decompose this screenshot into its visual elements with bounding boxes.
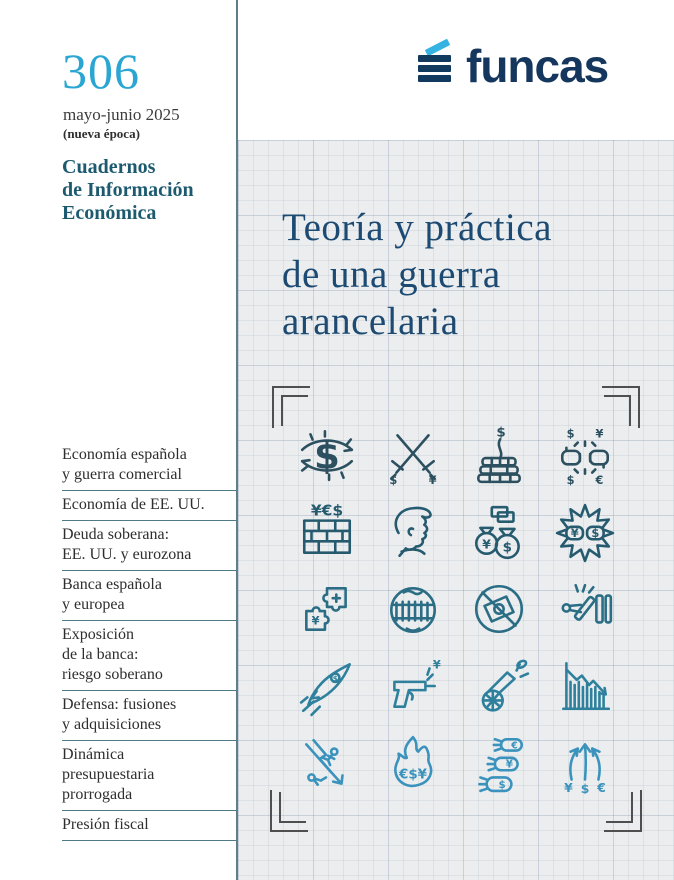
issue-number: 306 xyxy=(62,43,140,99)
money-bags-icon xyxy=(456,493,542,570)
cover-title-line: Teoría y práctica xyxy=(282,206,552,249)
svg-text:€: € xyxy=(597,780,606,795)
svg-text:$: $ xyxy=(496,424,506,440)
dynamite-money-icon xyxy=(456,416,542,493)
svg-text:$: $ xyxy=(566,426,575,441)
trump-profile-icon xyxy=(370,493,456,570)
money-ban-icon xyxy=(456,570,542,647)
cover-title xyxy=(282,204,552,345)
svg-text:¥: ¥ xyxy=(428,472,437,486)
fists-currency-icon xyxy=(542,416,628,493)
svg-text:$: $ xyxy=(498,779,506,792)
falling-chart-icon xyxy=(542,648,628,725)
svg-text:€: € xyxy=(511,740,518,752)
svg-text:$: $ xyxy=(566,472,575,486)
funcas-logo xyxy=(418,40,608,94)
svg-text:€$¥: €$¥ xyxy=(398,767,428,783)
crash-slide-icon xyxy=(284,725,370,802)
globe-fence-icon xyxy=(370,570,456,647)
topic-item: Dinámica presupuestaria prorrogada xyxy=(62,741,236,811)
cover-art-area xyxy=(238,140,674,880)
vertical-divider xyxy=(236,0,238,880)
svg-text:¥: ¥ xyxy=(570,525,579,540)
svg-text:$: $ xyxy=(314,433,340,478)
issue-date: mayo-junio 2025 xyxy=(63,105,180,124)
cover-title-line: arancelaria xyxy=(282,300,459,343)
dollar-barbed-wire-icon xyxy=(284,416,370,493)
topic-item: Economía de EE. UU. xyxy=(62,491,236,521)
rocket-icon xyxy=(284,648,370,725)
topics-list xyxy=(62,441,236,841)
currency-gun-icon xyxy=(370,648,456,725)
funcas-logo-icon xyxy=(418,42,454,94)
currency-wall-icon xyxy=(284,493,370,570)
burning-money-icon xyxy=(370,725,456,802)
currency-puzzle-icon xyxy=(284,570,370,647)
journal-title-line: Económica xyxy=(62,202,157,224)
crossed-swords-icon xyxy=(370,416,456,493)
svg-text:$: $ xyxy=(502,540,512,556)
svg-text:€: € xyxy=(595,472,604,486)
svg-text:¥: ¥ xyxy=(505,759,513,772)
topic-item: Banca española y europea xyxy=(62,571,236,621)
topic-item: Economía española y guerra comercial xyxy=(62,441,236,491)
svg-text:$: $ xyxy=(591,525,600,540)
rising-arrows-icon xyxy=(542,725,628,802)
currency-bombs-icon xyxy=(456,725,542,802)
svg-text:$: $ xyxy=(332,674,338,684)
svg-text:$: $ xyxy=(580,781,590,795)
domino-effect-icon xyxy=(542,570,628,647)
issue-epoch: (nueva época) xyxy=(63,126,140,141)
icons-grid xyxy=(284,416,628,802)
cannon-icon xyxy=(456,648,542,725)
left-column xyxy=(0,0,236,880)
topic-item: Defensa: fusiones y adquisiciones xyxy=(62,691,236,741)
topic-item: Deuda soberana: EE. UU. y eurozona xyxy=(62,521,236,571)
svg-text:¥: ¥ xyxy=(595,426,604,441)
svg-text:¥: ¥ xyxy=(482,536,491,552)
svg-text:¥: ¥ xyxy=(564,780,573,795)
svg-text:¥: ¥ xyxy=(432,657,441,672)
cover-title-line: de una guerra xyxy=(282,253,501,296)
brand-name: funcas xyxy=(466,40,609,92)
logo-band xyxy=(238,0,674,140)
journal-title xyxy=(62,156,194,225)
topic-item: Presión fiscal xyxy=(62,811,236,841)
svg-text:¥: ¥ xyxy=(311,613,320,628)
topic-item: Exposición de la banca: riesgo soberano xyxy=(62,621,236,691)
boxing-gloves-icon xyxy=(542,493,628,570)
journal-title-line: de Información xyxy=(62,179,194,201)
journal-title-line: Cuadernos xyxy=(62,156,156,178)
svg-text:$: $ xyxy=(389,472,398,486)
svg-text:¥€$: ¥€$ xyxy=(310,501,344,520)
